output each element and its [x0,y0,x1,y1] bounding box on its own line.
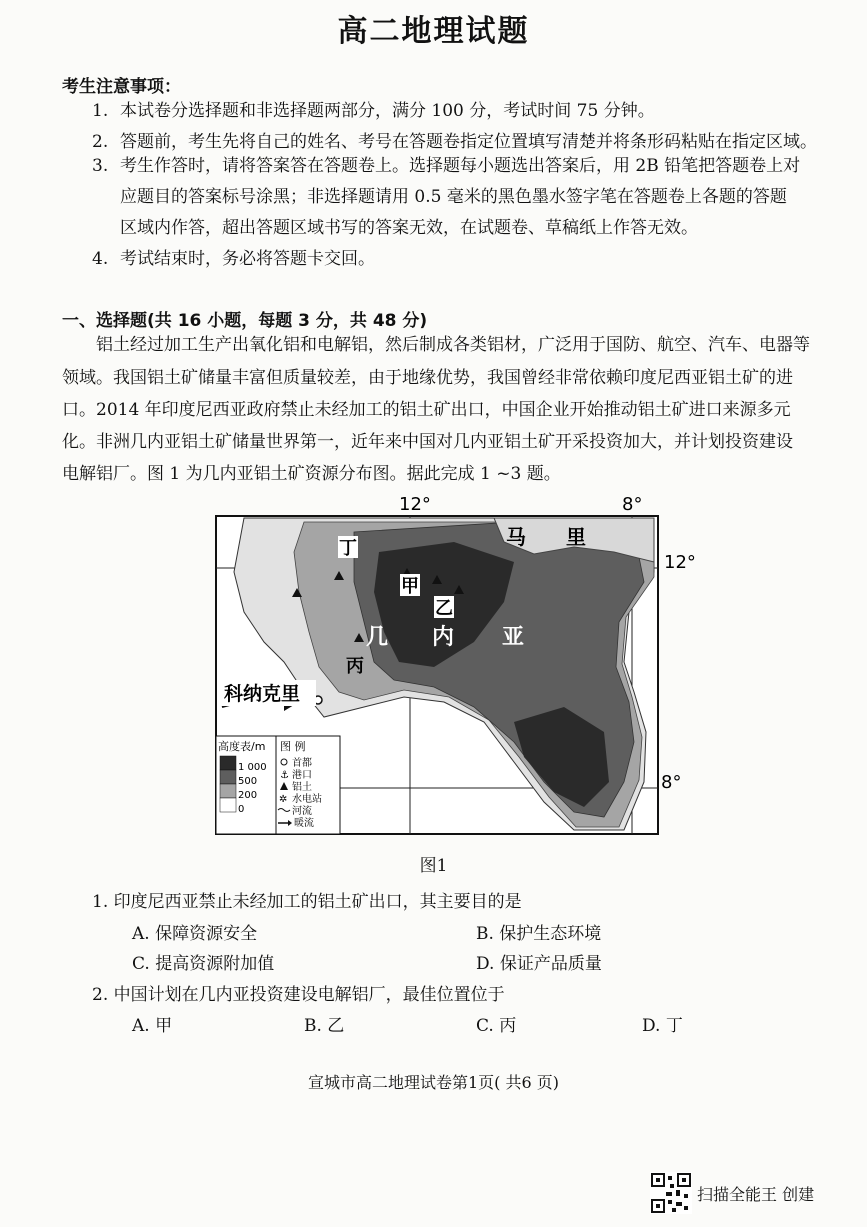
elev-1000: 1 000 [238,762,267,773]
legend-port: 港口 [292,770,312,781]
legend-anchor-icon: ⚓ [280,770,289,781]
legend-bauxite: 铝土 [292,782,312,793]
country-label-mali-1: 马 [506,525,526,549]
lat-label-8: 8° [661,772,682,793]
site-yi: 乙 [435,598,453,619]
elevation-legend [216,736,276,834]
question-1-stem: 1. 印度尼西亚禁止未经加工的铝土矿出口，其主要目的是 [92,892,522,912]
passage-line-4: 化。非洲几内亚铝土矿储量世界第一，近年来中国对几内亚铝土矿开采投资加大，并计划投资建设 [62,432,793,452]
notice-heading: 考生注意事项： [62,77,181,97]
question-2-option-a[interactable]: A. 甲 [132,1016,173,1036]
question-1-option-a[interactable]: A. 保障资源安全 [132,924,258,944]
question-1-option-d[interactable]: D. 保证产品质量 [476,954,602,974]
passage-line-2: 领域。我国铝土矿储量丰富但质量较差，由于地缘优势，我国曾经非常依赖印度尼西亚铝土矿的进 [62,368,793,388]
symbol-legend [276,736,340,834]
lon-label-12: 12° [399,494,431,515]
notice-item-1: 1. 本试卷分选择题和非选择题两部分，满分 100 分，考试时间 75 分钟。 [92,101,655,121]
elev-legend-title: 高度表/m [218,740,266,753]
notice-item-3-cont-2: 区域内作答，超出答题区域书写的答案无效，在试题卷、草稿纸上作答无效。 [120,218,698,238]
notice-item-4: 4. 考试结束时，务必将答题卡交回。 [92,249,375,269]
elev-0: 0 [238,804,245,815]
guinea-bauxite-map [214,492,714,842]
passage-line-5: 电解铝厂。图 1 为几内亚铝土矿资源分布图。据此完成 1 ~3 题。 [62,464,561,484]
legend-capital: 首都 [292,758,312,769]
elev-500: 500 [238,776,258,787]
scanner-watermark: 扫描全能王 创建 [697,1185,815,1204]
notice-item-3: 3. 考生作答时，请将答案答在答题卷上。选择题每小题选出答案后，用 2B 铅笔把答题卷上对 [92,156,801,176]
lat-label-12: 12° [664,552,696,573]
country-label-mali-2: 里 [566,525,586,549]
legend-hydro: 水电站 [292,794,322,805]
question-1-option-c[interactable]: C. 提高资源附加值 [132,954,275,974]
question-2-option-d[interactable]: D. 丁 [642,1016,683,1036]
question-2-stem: 2. 中国计划在几内亚投资建设电解铝厂，最佳位置位于 [92,985,505,1005]
elev-200: 200 [238,790,258,801]
notice-item-2: 2. 答题前，考生先将自己的姓名、考号在答题卷指定位置填写清楚并将条形码粘贴在指定区域。 [92,132,817,152]
passage-line-1: 铝土经过加工生产出氧化铝和电解铝，然后制成各类铝材，广泛用于国防、航空、汽车、电器等 [62,335,810,355]
figure-caption: 图1 [419,856,448,876]
question-1-option-b[interactable]: B. 保护生态环境 [476,924,602,944]
site-jia: 甲 [401,576,419,597]
page-title: 高二地理试题 [337,14,530,49]
passage-line-3: 口。2014 年印度尼西亚政府禁止未经加工的铝土矿出口，中国企业开始推动铝土矿进口来源多元 [62,400,791,420]
country-label-guinea-1: 几 [366,625,389,650]
qr-code-icon [650,1172,692,1214]
country-label-guinea-3: 亚 [502,625,525,650]
notice-item-3-cont-1: 应题目的答案标号涂黑；非选择题请用 0.5 毫米的黑色墨水签字笔在答题卷上各题的答题 [120,187,787,207]
legend-current: 暖流 [294,818,314,829]
legend-hydro-icon: ✲ [279,794,288,805]
legend-river: 河流 [292,806,312,817]
section-heading: 一、选择题(共 16 小题，每题 3 分，共 48 分) [62,311,428,331]
page-footer: 宣城市高二地理试卷第1页( 共6 页) [307,1073,560,1092]
legend-title: 图 例 [280,740,306,753]
site-bing: 丙 [346,656,364,677]
site-ding: 丁 [339,538,357,559]
question-2-option-b[interactable]: B. 乙 [304,1016,345,1036]
country-label-guinea-2: 内 [432,625,455,650]
lon-label-8: 8° [622,494,643,515]
question-2-option-c[interactable]: C. 丙 [476,1016,517,1036]
capital-label: 科纳克里 [224,683,301,705]
